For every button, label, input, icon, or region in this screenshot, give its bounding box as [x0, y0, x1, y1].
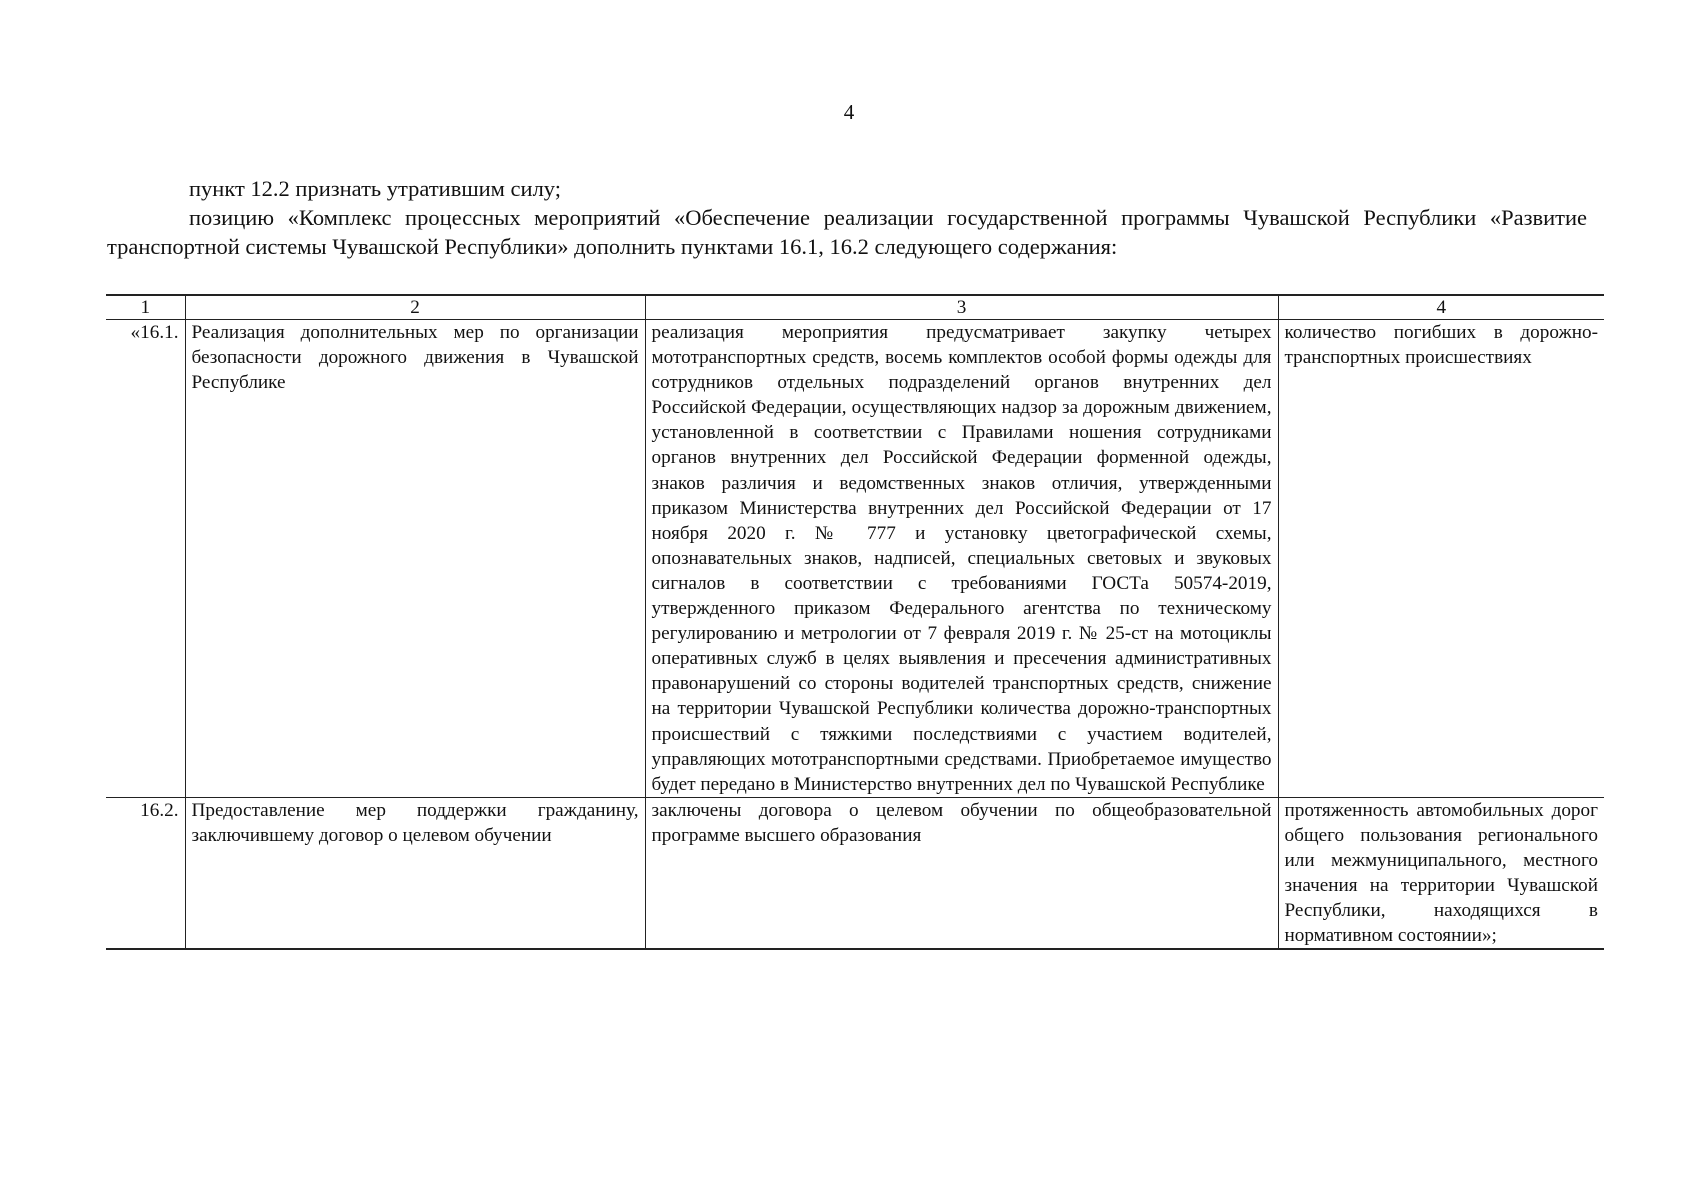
- table-header-row: [106, 295, 1604, 320]
- table-row: [106, 320, 1604, 798]
- measure-indicator: протяженность автомобильных дорог общего пользования регионального или межмуниципального, местного значения на территории Чувашской Республики, находящихся в нормативном состоянии»;: [1278, 797, 1604, 949]
- measure-name: Реализация дополнительных мер по организации безопасности дорожного движения в Чувашской Республике: [185, 320, 645, 798]
- intro-line-2: позицию «Комплекс процессных мероприятий «Обеспечение реализации государственной программы Чувашской Республики «Развитие транспортной системы Чувашской Республики» дополнить пунктами 16.1, 16.2 следующего содержания:: [107, 205, 1587, 259]
- column-header-2: 2: [185, 295, 645, 320]
- page-number: 4: [843, 100, 855, 124]
- measure-name: Предоставление мер поддержки гражданину, заключившему договор о целевом обучении: [185, 797, 645, 949]
- measure-description: заключены договора о целевом обучении по общеобразовательной программе высшего образования: [645, 797, 1278, 949]
- row-number: «16.1.: [106, 320, 185, 798]
- intro-text: [107, 174, 1587, 261]
- amendment-table: [106, 294, 1604, 950]
- measure-indicator: количество погибших в дорожно-транспортных происшествиях: [1278, 320, 1604, 798]
- column-header-1: 1: [106, 295, 185, 320]
- row-number: 16.2.: [106, 797, 185, 949]
- column-header-3: 3: [645, 295, 1278, 320]
- intro-line-1: пункт 12.2 признать утратившим силу;: [189, 176, 562, 201]
- measure-description: реализация мероприятия предусматривает закупку четырех мототранспортных средств, восемь комплектов особой формы одежды для сотрудников отдельных подразделений органов внутренних дел Российской Федерации, осуществляющих надзор за дорожным движением, установленной в соответствии с Правилами ношения сотрудниками органов внутренних дел Российской Федерации форменной одежды, знаков различия и ведомственных знаков отличия, утвержденными приказом Министерства внутренних дел Российской Федерации от 17 ноября 2020 г. № 777 и установку цветографической схемы, опознавательных знаков, надписей, специальных световых и звуковых сигналов в соответствии с требованиями ГОСТа 50574-2019, утвержденного приказом Федерального агентства по техническому регулированию и метрологии от 7 февраля 2019 г. № 25-ст на мотоциклы оперативных служб в целях выявления и пресечения административных правонарушений со стороны водителей транспортных средств, снижение на территории Чувашской Республики количества дорожно-транспортных происшествий с тяжкими последствиями с участием водителей, управляющих мототранспортными средствами. Приобретаемое имущество будет передано в Министерство внутренних дел по Чувашской Республике: [645, 320, 1278, 798]
- table-row: [106, 797, 1604, 949]
- column-header-4: 4: [1278, 295, 1604, 320]
